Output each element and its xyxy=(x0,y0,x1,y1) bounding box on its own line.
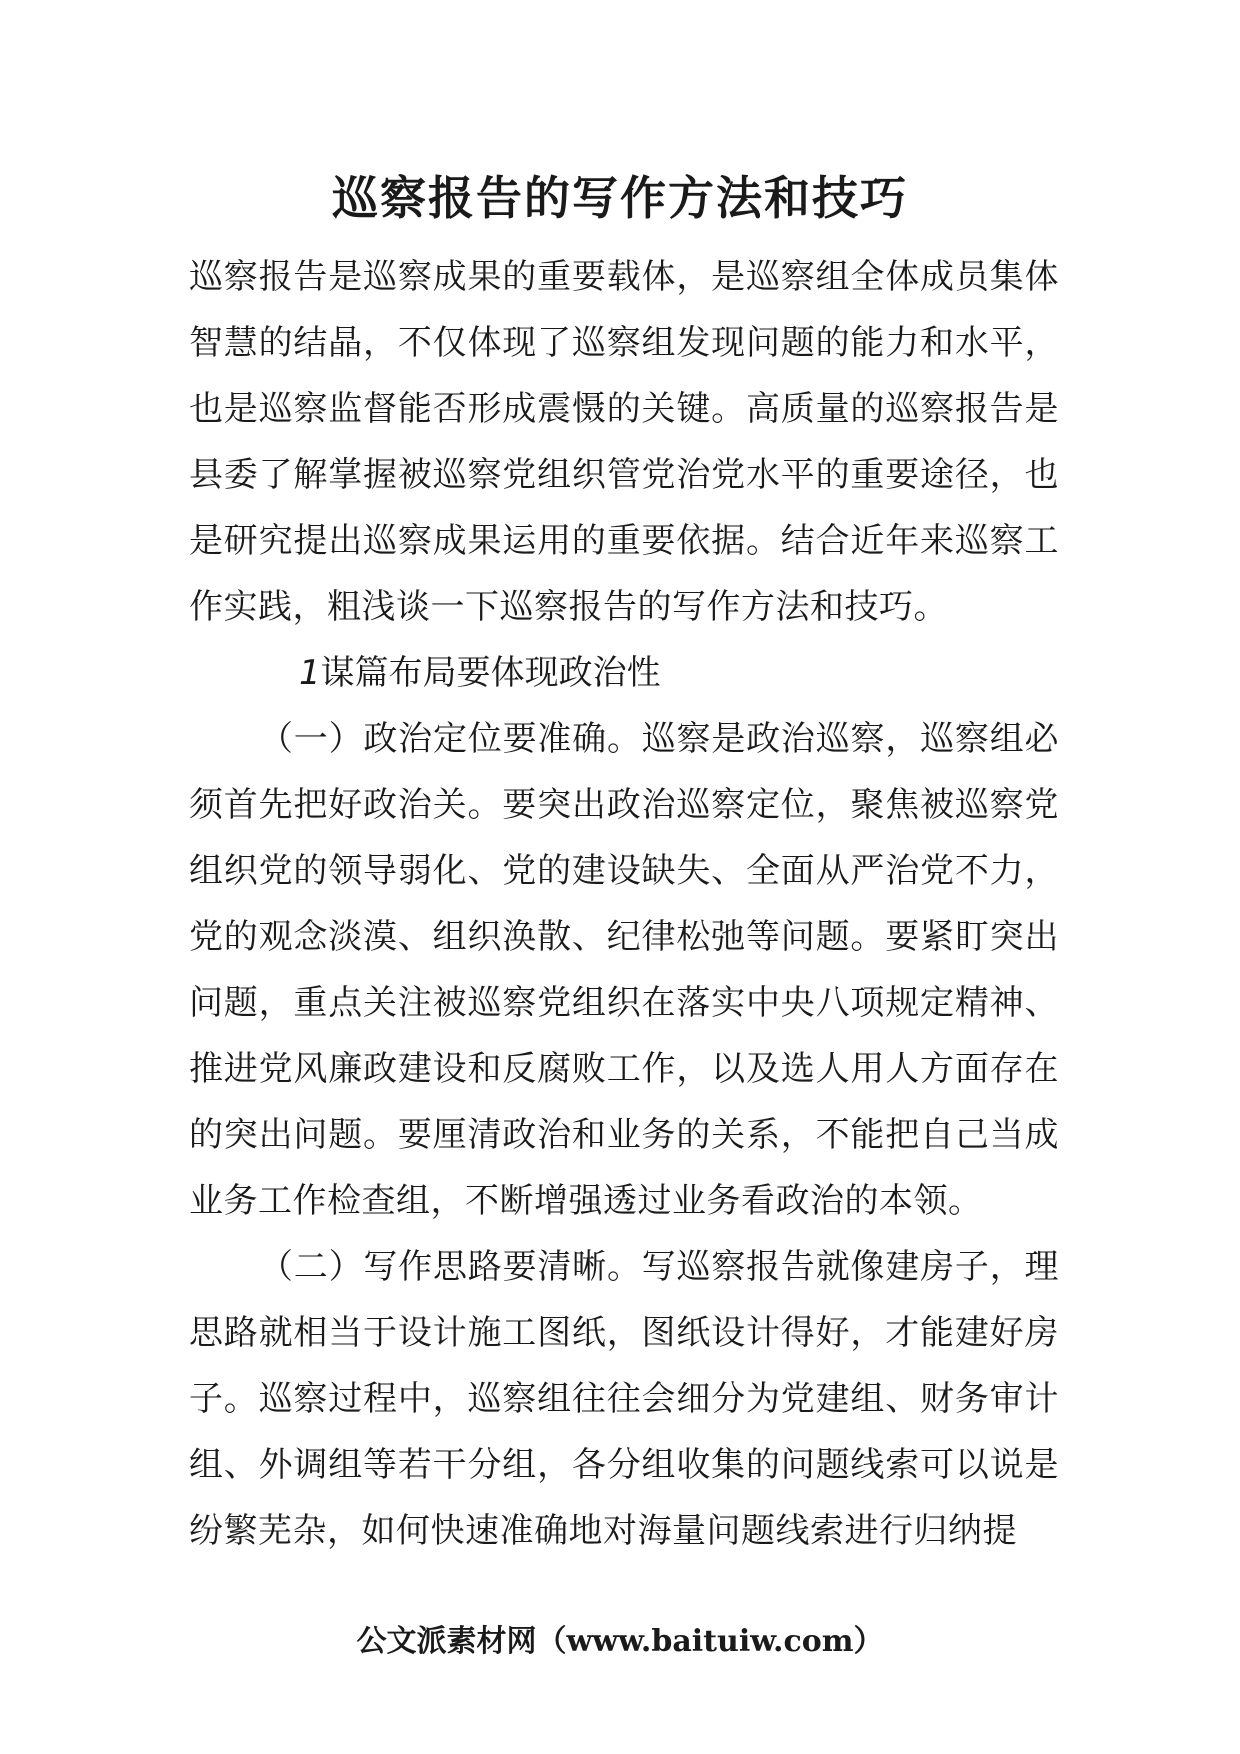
section-heading-text: 谋篇布局要体现政治性 xyxy=(320,653,661,693)
section-number: 1 xyxy=(299,653,321,693)
document-body xyxy=(189,244,1059,1564)
subsection-paragraph-2: （二）写作思路要清晰。写巡察报告就像建房子，理思路就相当于设计施工图纸，图纸设计得好，才能建好房子。巡察过程中，巡察组往往会细分为党建组、财务审计组、外调组等若干分组，各分组收集的问题线索可以说是纷繁芜杂，如何快速准确地对海量问题线索进行归纳提 xyxy=(189,1247,1059,1551)
section-heading xyxy=(189,640,1059,706)
subsection-paragraph-1: （一）政治定位要准确。巡察是政治巡察，巡察组必须首先把好政治关。要突出政治巡察定位，聚焦被巡察党组织党的领导弱化、党的建设缺失、全面从严治党不力，党的观念淡漠、组织涣散、纪律松弛等问题。要紧盯突出问题，重点关注被巡察党组织在落实中央八项规定精神、推进党风廉政建设和反腐败工作，以及选人用人方面存在的突出问题。要厘清政治和业务的关系，不能把自己当成业务工作检查组，不断增强透过业务看政治的本领。 xyxy=(189,719,1059,1221)
footer-watermark: 公文派素材网（www.baituiw.com） xyxy=(356,1624,884,1659)
intro-paragraph: 巡察报告是巡察成果的重要载体，是巡察组全体成员集体智慧的结晶，不仅体现了巡察组发现问题的能力和水平，也是巡察监督能否形成震慑的关键。高质量的巡察报告是县委了解掌握被巡察党组织管党治党水平的重要途径，也是研究提出巡察成果运用的重要依据。结合近年来巡察工作实践，粗浅谈一下巡察报告的写作方法和技巧。 xyxy=(189,257,1059,627)
document-title: 巡察报告的写作方法和技巧 xyxy=(332,171,908,225)
